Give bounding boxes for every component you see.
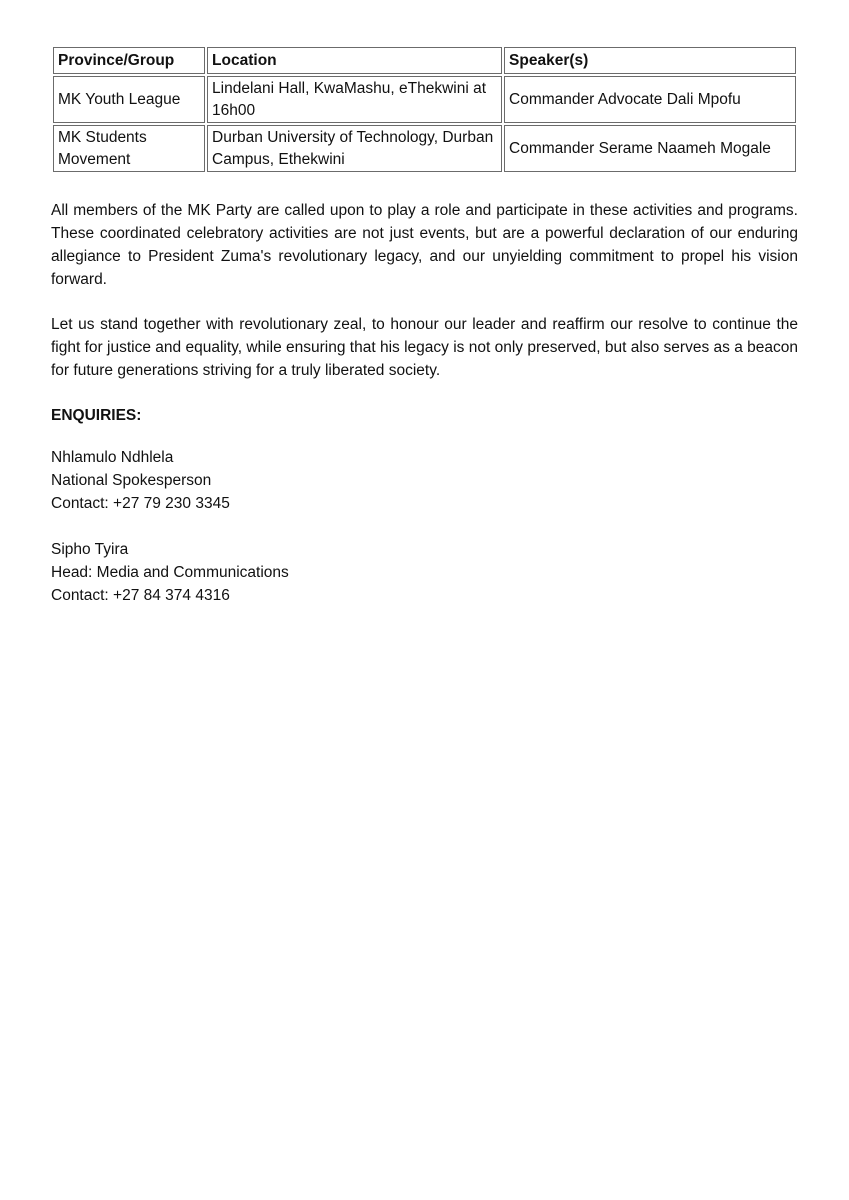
- contact-role: Head: Media and Communications: [51, 564, 289, 581]
- paragraph-stand-together: [51, 313, 798, 382]
- table-row: [53, 76, 796, 123]
- events-table: [51, 45, 798, 174]
- paragraph-text: All members of the MK Party are called upon to play a role and participate in these activities and programs. These coordinated celebratory activities are not just events, but are a powerful declaration of our enduring allegiance to President Zuma's revolutionary legacy, and our unyielding commitment to propel his vision forward.: [51, 202, 798, 288]
- contact-card: [51, 446, 230, 515]
- cell-location: Durban University of Technology, Durban Campus, Ethekwini: [207, 125, 502, 172]
- cell-group: MK Youth League: [53, 76, 205, 123]
- contact-role: National Spokesperson: [51, 472, 212, 489]
- cell-group: MK Students Movement: [53, 125, 205, 172]
- column-header-location: Location: [207, 47, 502, 74]
- paragraph-call-to-members: [51, 199, 798, 291]
- paragraph-text: Let us stand together with revolutionary zeal, to honour our leader and reaffirm our resolve to continue the fight for justice and equality, while ensuring that his legacy is not only preserved, but also serves as a beacon for future generations striving for a truly liberated society.: [51, 316, 798, 379]
- enquiries-heading: ENQUIRIES:: [51, 407, 142, 424]
- column-header-speakers: Speaker(s): [504, 47, 796, 74]
- contact-name: Sipho Tyira: [51, 541, 129, 558]
- contact-phone: Contact: +27 84 374 4316: [51, 587, 230, 604]
- cell-location: Lindelani Hall, KwaMashu, eThekwini at 16h00: [207, 76, 502, 123]
- column-header-group: Province/Group: [53, 47, 205, 74]
- contact-phone: Contact: +27 79 230 3345: [51, 495, 230, 512]
- table-row: [53, 125, 796, 172]
- cell-speaker: Commander Advocate Dali Mpofu: [504, 76, 796, 123]
- contact-name: Nhlamulo Ndhlela: [51, 449, 174, 466]
- cell-speaker: Commander Serame Naameh Mogale: [504, 125, 796, 172]
- table-header-row: [53, 47, 796, 74]
- contact-card: [51, 538, 289, 607]
